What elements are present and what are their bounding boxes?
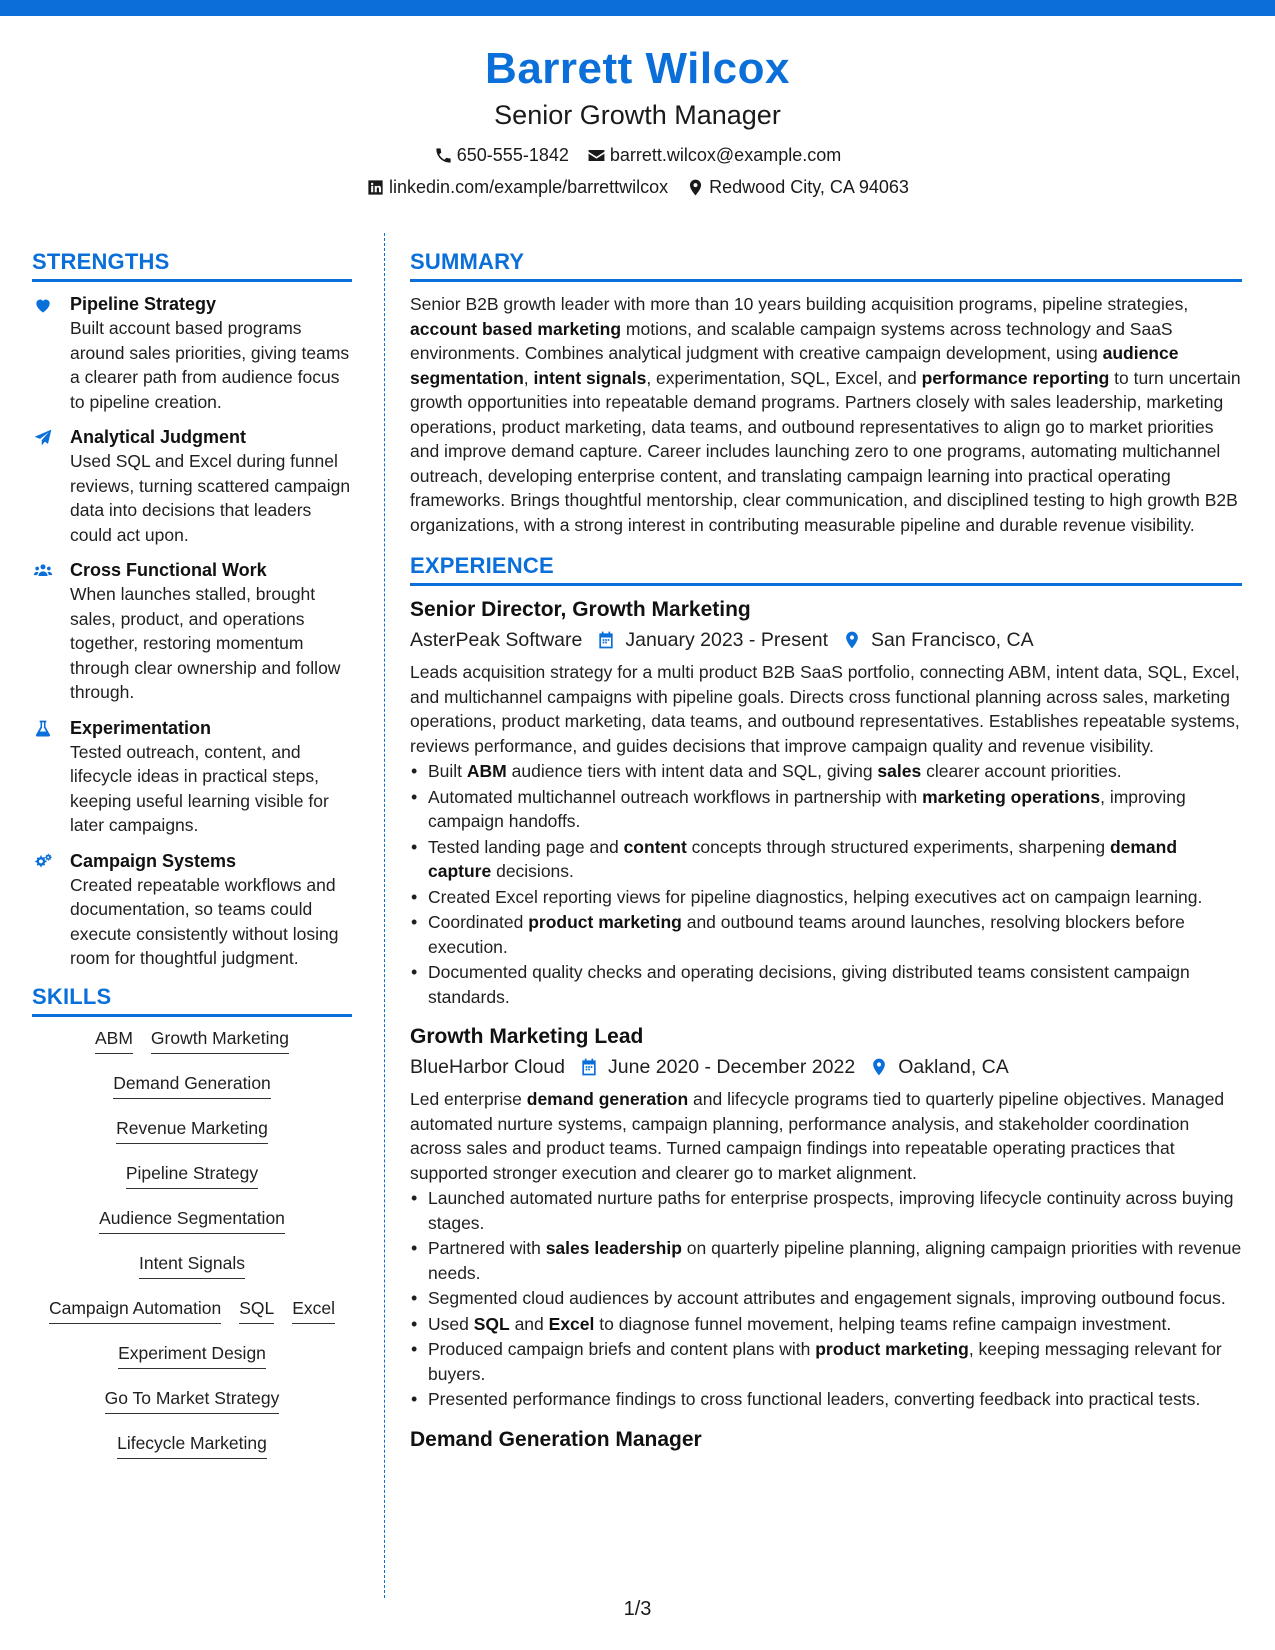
skill-tag: Go To Market Strategy bbox=[105, 1387, 280, 1414]
job-location bbox=[842, 626, 1034, 654]
candidate-name: Barrett Wilcox bbox=[485, 44, 790, 93]
location-text: Redwood City, CA 94063 bbox=[709, 177, 909, 197]
phone-contact[interactable] bbox=[434, 144, 569, 166]
map-pin-icon bbox=[686, 178, 705, 197]
bullet-item bbox=[410, 1312, 1242, 1337]
job-location-text: San Francisco, CA bbox=[871, 629, 1034, 651]
skill-line bbox=[32, 1252, 352, 1297]
skill-tag: Audience Segmentation bbox=[99, 1207, 285, 1234]
skill-tag: Demand Generation bbox=[113, 1072, 271, 1099]
text-segment: clearer account priorities. bbox=[921, 761, 1122, 781]
skill-line bbox=[32, 1072, 352, 1117]
bullet-item bbox=[410, 1337, 1242, 1386]
linkedin-contact[interactable] bbox=[366, 176, 668, 198]
emphasis-text: sales leadership bbox=[545, 1238, 682, 1258]
job-entry bbox=[410, 1426, 1242, 1454]
emphasis-text: Excel bbox=[548, 1313, 595, 1334]
emphasis-text: SQL bbox=[473, 1313, 510, 1334]
text-segment: audience tiers with intent data and SQL, giving bbox=[506, 761, 878, 781]
text-segment: Launched automated nurture paths for enterprise prospects, improving lifecycle continuity across buying stages. bbox=[428, 1188, 1234, 1233]
job-meta bbox=[410, 626, 1242, 654]
text-segment: , improving campaign handoffs. bbox=[428, 786, 1186, 831]
job-description bbox=[410, 1087, 1242, 1185]
skill-line bbox=[32, 1432, 352, 1477]
text-segment: Leads acquisition strategy for a multi product B2B SaaS portfolio, connecting ABM, intent data, SQL, Excel, and multichannel campaigns with pipeline goals. Directs cross functional planning across sales, marketing operations, product marketing, data teams, and outbound representatives. Establishes repeatable systems, reviews performance, and guides decisions that improve campaign quality and revenue visibility. bbox=[410, 662, 1240, 756]
text-segment: Segmented cloud audiences by account attributes and engagement signals, improving outbound focus. bbox=[428, 1288, 1226, 1308]
emphasis-text: content bbox=[623, 836, 687, 857]
emphasis-text: performance reporting bbox=[921, 367, 1110, 388]
envelope-icon bbox=[587, 146, 606, 165]
job-dates bbox=[579, 1053, 855, 1081]
text-segment: and lifecycle programs tied to quarterly pipeline objectives. Managed automated nurture systems, campaign planning, performance analysis, and stakeholder coordination across sales and product teams. Turned campaign findings into repeatable operating practices that supported stronger execution and clearer go to market alignment. bbox=[410, 1089, 1225, 1183]
strength-description: Created repeatable workflows and documentation, so teams could execute consistently without losing room for thoughtful judgment. bbox=[70, 874, 339, 968]
strength-icon-wrap bbox=[32, 849, 70, 971]
text-segment: Partnered with bbox=[428, 1238, 546, 1258]
text-segment: Used bbox=[428, 1313, 474, 1334]
emphasis-text: account based marketing bbox=[410, 318, 622, 339]
strength-item bbox=[32, 292, 352, 414]
skill-tag: Campaign Automation bbox=[49, 1297, 221, 1324]
strength-name: Experimentation bbox=[70, 717, 212, 738]
skill-tag: Growth Marketing bbox=[151, 1027, 289, 1054]
sidebar bbox=[32, 247, 352, 1477]
company-name: AsterPeak Software bbox=[410, 629, 583, 651]
emphasis-text: audience segmentation bbox=[410, 343, 1179, 388]
job-meta bbox=[410, 1053, 1242, 1081]
text-segment: on quarterly pipeline planning, aligning campaign priorities with revenue needs. bbox=[428, 1238, 1242, 1283]
skills-heading: SKILLS bbox=[32, 982, 352, 1017]
skill-tag: SQL bbox=[239, 1297, 274, 1324]
job-bullets bbox=[410, 759, 1242, 1009]
text-segment: and bbox=[509, 1313, 549, 1334]
contact-row-secondary bbox=[0, 176, 1275, 198]
job-entry bbox=[410, 596, 1242, 1009]
text-segment: Senior B2B growth leader with more than 10 years building acquisition programs, pipeline strategies, bbox=[410, 294, 1189, 314]
calendar-icon bbox=[579, 1057, 599, 1077]
strength-text bbox=[70, 292, 352, 414]
strength-description: Used SQL and Excel during funnel reviews, turning scattered campaign data into decisions that leaders could act upon. bbox=[70, 451, 351, 545]
strength-icon-wrap bbox=[32, 558, 70, 705]
text-segment: to turn uncertain growth opportunities into repeatable demand programs. Partners closely with sales leadership, marketing operations, product marketing, data teams, and outbound representatives to align go to market priorities and improve demand capture. Career includes launching zero to one programs, automating multichannel outreach, developing enterprise content, and translating campaign learning into practical operating frameworks. Brings thoughtful mentorship, clear communication, and disciplined testing to high growth B2B organizations, with a strong interest in contributing measurable pipeline and durable revenue visibility. bbox=[410, 367, 1241, 535]
text-segment: Created Excel reporting views for pipeline diagnostics, helping executives act on campaign learning. bbox=[428, 886, 1203, 907]
main-column bbox=[410, 247, 1242, 1468]
text-segment: Coordinated bbox=[428, 912, 529, 932]
strength-text bbox=[70, 716, 352, 838]
job-title: Senior Director, Growth Marketing bbox=[410, 598, 751, 621]
skill-line bbox=[32, 1117, 352, 1162]
map-pin-icon bbox=[869, 1057, 889, 1077]
text-segment: to diagnose funnel movement, helping teams refine campaign investment. bbox=[594, 1313, 1172, 1334]
skill-tag: Intent Signals bbox=[139, 1252, 245, 1279]
skill-tag: Lifecycle Marketing bbox=[117, 1432, 267, 1459]
emphasis-text: product marketing bbox=[528, 912, 682, 932]
calendar-icon bbox=[596, 630, 616, 650]
text-segment: , experimentation, SQL, Excel, and bbox=[646, 367, 922, 388]
experience-list bbox=[410, 596, 1242, 1454]
text-segment: concepts through structured experiments, sharpening bbox=[686, 836, 1110, 857]
skill-tag: Revenue Marketing bbox=[116, 1117, 268, 1144]
bullet-item bbox=[410, 1186, 1242, 1235]
text-segment: motions, and scalable campaign systems across technology and SaaS environments. Combines analytical judgment with creative campaign development, using bbox=[410, 318, 1173, 363]
emphasis-text: demand generation bbox=[526, 1089, 689, 1109]
text-segment: and outbound teams around launches, resolving blockers before execution. bbox=[428, 912, 1185, 957]
bullet-item bbox=[410, 785, 1242, 834]
text-segment: Led enterprise bbox=[410, 1089, 527, 1109]
skill-line bbox=[32, 1297, 352, 1342]
strength-description: When launches stalled, brought sales, product, and operations together, restoring momentum through clear ownership and follow through. bbox=[70, 584, 341, 702]
strength-item bbox=[32, 558, 352, 705]
heart-icon bbox=[32, 295, 54, 315]
strength-description: Built account based programs around sales priorities, giving teams a clearer path from audience focus to pipeline creation. bbox=[70, 318, 350, 412]
summary-text bbox=[410, 292, 1242, 537]
job-description bbox=[410, 660, 1242, 758]
job-entry bbox=[410, 1023, 1242, 1412]
job-dates-text: January 2023 - Present bbox=[625, 629, 829, 651]
skill-line bbox=[32, 1162, 352, 1207]
skill-tag: Excel bbox=[292, 1297, 335, 1324]
candidate-title: Senior Growth Manager bbox=[494, 100, 781, 130]
strength-item bbox=[32, 716, 352, 838]
strength-item bbox=[32, 849, 352, 971]
strength-icon-wrap bbox=[32, 716, 70, 838]
emphasis-text: sales bbox=[877, 761, 922, 781]
skills-list bbox=[32, 1027, 352, 1477]
strength-name: Pipeline Strategy bbox=[70, 294, 217, 314]
skill-tag: Pipeline Strategy bbox=[126, 1162, 258, 1189]
strengths-heading: STRENGTHS bbox=[32, 247, 352, 282]
bullet-item bbox=[410, 910, 1242, 959]
text-segment: Produced campaign briefs and content plans with bbox=[428, 1339, 816, 1359]
text-segment: Tested landing page and bbox=[428, 836, 624, 857]
phone-icon bbox=[434, 146, 453, 165]
strength-text bbox=[70, 558, 352, 705]
paper-plane-icon bbox=[32, 428, 54, 448]
skill-line bbox=[32, 1207, 352, 1252]
bullet-item bbox=[410, 960, 1242, 1009]
text-segment: decisions. bbox=[491, 861, 574, 881]
users-icon bbox=[32, 561, 54, 581]
linkedin-icon bbox=[366, 178, 385, 197]
location-contact bbox=[686, 176, 909, 198]
experience-heading: EXPERIENCE bbox=[410, 551, 1242, 586]
linkedin-text: linkedin.com/example/barrettwilcox bbox=[389, 177, 669, 197]
strengths-list bbox=[32, 292, 352, 971]
text-segment: Built bbox=[428, 761, 467, 781]
page-number: 1/3 bbox=[623, 1598, 652, 1620]
gears-icon bbox=[32, 852, 54, 872]
bullet-item bbox=[410, 1236, 1242, 1285]
job-bullets bbox=[410, 1186, 1242, 1412]
top-accent-bar bbox=[0, 0, 1275, 16]
emphasis-text: demand capture bbox=[428, 836, 1178, 881]
strength-text bbox=[70, 849, 352, 971]
skill-line bbox=[32, 1027, 352, 1072]
job-location bbox=[869, 1053, 1009, 1081]
text-segment: , keeping messaging relevant for buyers. bbox=[428, 1339, 1222, 1384]
skill-tag: ABM bbox=[95, 1027, 133, 1054]
strength-icon-wrap bbox=[32, 292, 70, 414]
column-divider bbox=[384, 233, 385, 1598]
emphasis-text: product marketing bbox=[815, 1339, 969, 1359]
skill-line bbox=[32, 1387, 352, 1432]
strength-icon-wrap bbox=[32, 425, 70, 547]
job-dates bbox=[596, 626, 828, 654]
text-segment: Automated multichannel outreach workflows in partnership with bbox=[428, 786, 923, 807]
text-segment: Presented performance findings to cross functional leaders, converting feedback into practical tests. bbox=[428, 1389, 1201, 1409]
resume-header bbox=[0, 40, 1275, 198]
flask-icon bbox=[32, 719, 54, 739]
emphasis-text: marketing operations bbox=[922, 786, 1101, 807]
phone-text: 650-555-1842 bbox=[456, 145, 569, 165]
strength-item bbox=[32, 425, 352, 547]
company-name: BlueHarbor Cloud bbox=[410, 1056, 566, 1078]
summary-heading: SUMMARY bbox=[410, 247, 1242, 282]
bullet-item bbox=[410, 835, 1242, 884]
skill-tag: Experiment Design bbox=[118, 1342, 266, 1369]
skill-line bbox=[32, 1342, 352, 1387]
bullet-item bbox=[410, 1387, 1242, 1412]
bullet-item bbox=[410, 759, 1242, 784]
job-title: Growth Marketing Lead bbox=[410, 1025, 644, 1048]
strength-description: Tested outreach, content, and lifecycle ideas in practical steps, keeping useful learning visible for later campaigns. bbox=[70, 741, 329, 835]
email-contact[interactable] bbox=[587, 144, 841, 166]
map-pin-icon bbox=[842, 630, 862, 650]
strength-name: Analytical Judgment bbox=[70, 427, 247, 447]
bullet-item bbox=[410, 1286, 1242, 1311]
job-dates-text: June 2020 - December 2022 bbox=[608, 1056, 856, 1078]
emphasis-text: ABM bbox=[466, 761, 507, 781]
job-location-text: Oakland, CA bbox=[898, 1056, 1009, 1078]
strength-text bbox=[70, 425, 352, 547]
text-segment: Documented quality checks and operating decisions, giving distributed teams consistent campaign standards. bbox=[428, 962, 1190, 1007]
contact-row-primary bbox=[0, 144, 1275, 166]
text-segment: , bbox=[523, 367, 534, 388]
email-text: barrett.wilcox@example.com bbox=[609, 145, 842, 165]
job-title: Demand Generation Manager bbox=[410, 1427, 702, 1451]
bullet-item bbox=[410, 885, 1242, 910]
emphasis-text: intent signals bbox=[533, 367, 647, 388]
strength-name: Cross Functional Work bbox=[70, 560, 267, 580]
strength-name: Campaign Systems bbox=[70, 850, 237, 871]
